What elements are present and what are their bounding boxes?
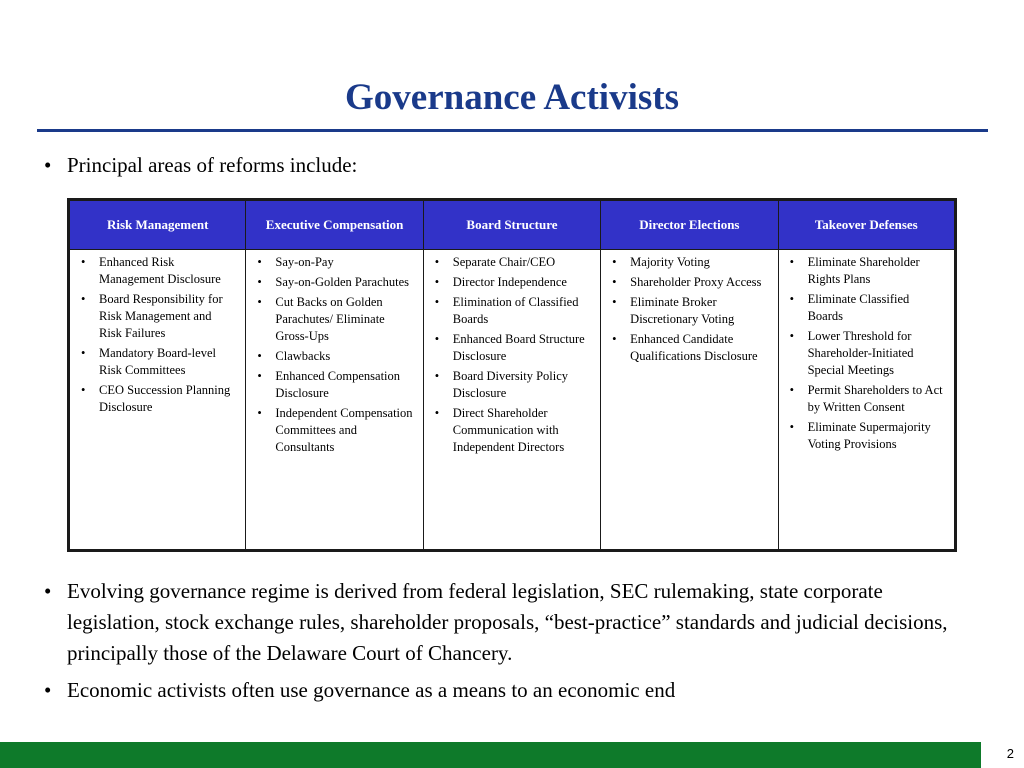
table-header-row bbox=[69, 200, 956, 250]
list-item: • Eliminate Supermajority Voting Provisions bbox=[808, 419, 946, 453]
bullet-intro-text: Principal areas of reforms include: bbox=[67, 153, 358, 177]
list-item: • Elimination of Classified Boards bbox=[453, 294, 592, 328]
list-item: • Cut Backs on Golden Parachutes/ Eliminate Gross-Ups bbox=[275, 294, 414, 345]
bullet-marker: • bbox=[44, 153, 52, 177]
bullet-regime-text: Evolving governance regime is derived from federal legislation, SEC rulemaking, state corporate legislation, stock exchange rules, shareholder proposals, “best-practice” standards and judicial decisions, principally those of the Delaware Court of Chancery. bbox=[67, 579, 948, 665]
column-header-board-structure: Board Structure bbox=[423, 200, 600, 250]
list-item: • Separate Chair/CEO bbox=[453, 254, 592, 271]
column-header-takeover-defenses: Takeover Defenses bbox=[778, 200, 955, 250]
reform-list bbox=[432, 254, 592, 456]
cell-takeover-defenses bbox=[778, 250, 955, 551]
reforms-table bbox=[67, 198, 957, 552]
slide-title: Governance Activists bbox=[345, 77, 679, 118]
list-item: • Direct Shareholder Communication with Independent Directors bbox=[453, 405, 592, 456]
list-item: • Board Responsibility for Risk Management and Risk Failures bbox=[99, 291, 237, 342]
cell-board-structure bbox=[423, 250, 600, 551]
list-item: • Permit Shareholders to Act by Written Consent bbox=[808, 382, 946, 416]
bullet-marker: • bbox=[44, 678, 52, 702]
list-item: • Eliminate Classified Boards bbox=[808, 291, 946, 325]
list-item: • Majority Voting bbox=[630, 254, 769, 271]
column-header-risk-management: Risk Management bbox=[69, 200, 246, 250]
list-item: • Enhanced Compensation Disclosure bbox=[275, 368, 414, 402]
reform-list bbox=[78, 254, 237, 416]
column-header-director-elections: Director Elections bbox=[601, 200, 778, 250]
list-item: • Enhanced Risk Management Disclosure bbox=[99, 254, 237, 288]
list-item: • Board Diversity Policy Disclosure bbox=[453, 368, 592, 402]
cell-risk-management bbox=[69, 250, 246, 551]
list-item: • Lower Threshold for Shareholder-Initiated Special Meetings bbox=[808, 328, 946, 379]
list-item: • CEO Succession Planning Disclosure bbox=[99, 382, 237, 416]
list-item: • Enhanced Board Structure Disclosure bbox=[453, 331, 592, 365]
page-number: 2 bbox=[1006, 746, 1014, 761]
cell-director-elections bbox=[601, 250, 778, 551]
list-item: • Say-on-Pay bbox=[275, 254, 414, 271]
list-item: • Shareholder Proxy Access bbox=[630, 274, 769, 291]
footer-bar bbox=[0, 742, 981, 768]
cell-executive-compensation bbox=[246, 250, 423, 551]
title-divider bbox=[37, 129, 988, 132]
reform-list bbox=[254, 254, 414, 456]
bullet-economic-text: Economic activists often use governance as a means to an economic end bbox=[67, 678, 676, 702]
bullet-intro bbox=[44, 150, 944, 181]
reform-list bbox=[787, 254, 946, 453]
list-item: • Say-on-Golden Parachutes bbox=[275, 274, 414, 291]
list-item: • Mandatory Board-level Risk Committees bbox=[99, 345, 237, 379]
list-item: • Enhanced Candidate Qualifications Disclosure bbox=[630, 331, 769, 365]
list-item: • Director Independence bbox=[453, 274, 592, 291]
bullet-marker: • bbox=[44, 579, 52, 603]
reform-list bbox=[609, 254, 769, 365]
table-body-row bbox=[69, 250, 956, 551]
list-item: • Clawbacks bbox=[275, 348, 414, 365]
bullet-economic bbox=[44, 675, 944, 706]
column-header-executive-compensation: Executive Compensation bbox=[246, 200, 423, 250]
list-item: • Eliminate Broker Discretionary Voting bbox=[630, 294, 769, 328]
list-item: • Independent Compensation Committees and Consultants bbox=[275, 405, 414, 456]
list-item: • Eliminate Shareholder Rights Plans bbox=[808, 254, 946, 288]
bullet-regime bbox=[44, 576, 974, 669]
